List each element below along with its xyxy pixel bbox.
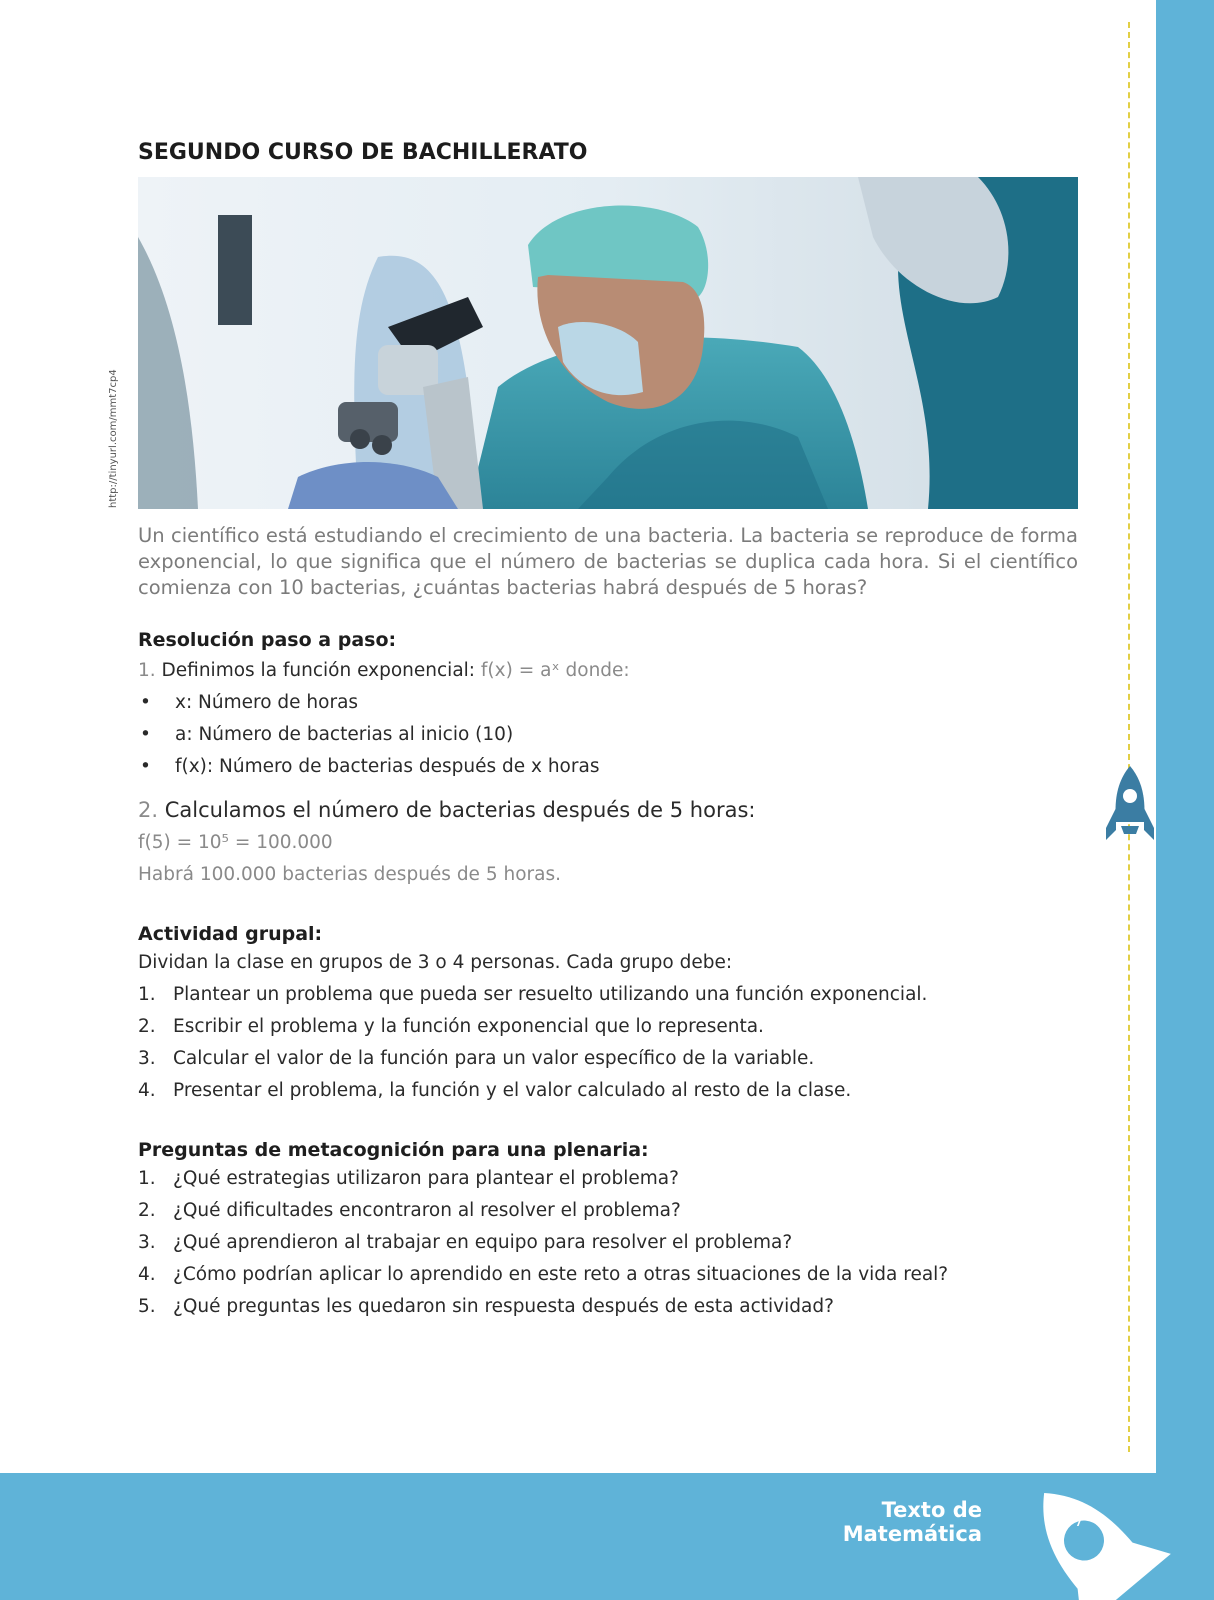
list-item: • a: Número de bacterias al inicio (10) bbox=[140, 724, 514, 745]
page-content bbox=[138, 137, 1078, 1323]
step-2 bbox=[138, 793, 1078, 827]
step-1-number: 1. bbox=[138, 660, 156, 681]
list-item: • x: Número de horas bbox=[140, 692, 359, 713]
step-2-text: Calculamos el número de bacterias después de 5 horas: bbox=[164, 798, 756, 822]
page-number: 77 bbox=[1063, 1511, 1085, 1530]
footer-rocket-icon bbox=[1022, 1472, 1182, 1600]
page-heading: SEGUNDO CURSO DE BACHILLERATO bbox=[138, 140, 588, 165]
list-item: 4. ¿Cómo podrían aplicar lo aprendido en este reto a otras situaciones de la vida real? bbox=[138, 1264, 949, 1285]
footer-title: Texto de Matemática bbox=[842, 1498, 982, 1546]
activity-list bbox=[138, 979, 1078, 1107]
activity-heading: Actividad grupal: bbox=[138, 923, 323, 945]
step-1-formula: f(x) = aˣ donde: bbox=[480, 660, 630, 681]
problem-statement: Un científico está estudiando el crecimiento de una bacteria. La bacteria se reproduce de forma exponencial, lo que significa que el número de bacterias se duplica cada hora. Si el científico comienza con 10 bacterias, ¿cuántas bacterias habrá después de 5 horas? bbox=[138, 524, 1078, 599]
list-item: 1. Plantear un problema que pueda ser resuelto utilizando una función exponencial. bbox=[138, 984, 928, 1005]
calculation: f(5) = 10⁵ = 100.000 bbox=[138, 832, 333, 853]
photo-credit: http://tinyurl.com/mmt7cp4 bbox=[108, 369, 119, 508]
metacognition-heading: Preguntas de metacognición para una plenaria: bbox=[138, 1139, 649, 1161]
list-item: 1. ¿Qué estrategias utilizaron para plantear el problema? bbox=[138, 1168, 679, 1189]
resolution-heading: Resolución paso a paso: bbox=[138, 629, 397, 651]
side-band bbox=[1156, 0, 1214, 1473]
step-1 bbox=[138, 655, 1078, 687]
step-1-text: Definimos la función exponencial: bbox=[161, 660, 476, 681]
activity-instruction: Dividan la clase en grupos de 3 o 4 personas. Cada grupo debe: bbox=[138, 952, 733, 973]
metacognition-list bbox=[138, 1163, 1078, 1323]
answer: Habrá 100.000 bacterias después de 5 horas. bbox=[138, 864, 561, 885]
list-item: 3. Calcular el valor de la función para un valor específico de la variable. bbox=[138, 1048, 815, 1069]
list-item: 4. Presentar el problema, la función y el valor calculado al resto de la clase. bbox=[138, 1080, 852, 1101]
list-item: • f(x): Número de bacterias después de x horas bbox=[140, 756, 600, 777]
list-item: 3. ¿Qué aprendieron al trabajar en equipo para resolver el problema? bbox=[138, 1232, 793, 1253]
step-2-number: 2. bbox=[138, 798, 159, 822]
list-item: 2. ¿Qué dificultades encontraron al resolver el problema? bbox=[138, 1200, 681, 1221]
list-item: 5. ¿Qué preguntas les quedaron sin respuesta después de esta actividad? bbox=[138, 1296, 834, 1317]
list-item: 2. Escribir el problema y la función exponencial que lo representa. bbox=[138, 1016, 764, 1037]
rocket-icon bbox=[1104, 764, 1156, 852]
dashed-margin-line bbox=[1128, 22, 1130, 1452]
definition-list bbox=[138, 687, 1078, 783]
scientist-microscope-photo bbox=[138, 177, 1078, 509]
